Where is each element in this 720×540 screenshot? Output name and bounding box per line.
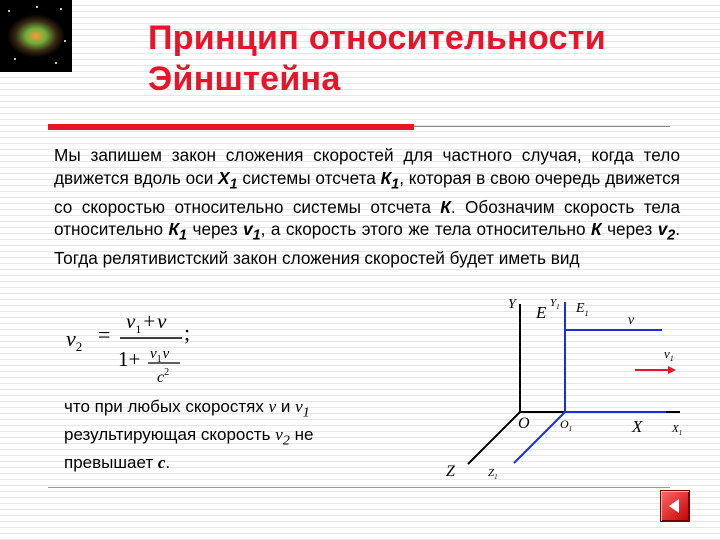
label-z: Z: [446, 463, 455, 480]
conclusion-text: что при любых скоростях v и $v_1$ результирующая скорость $v_2$ не превышает с.: [64, 397, 314, 472]
velocity-v1: $v_1$: [295, 397, 310, 421]
text-run: . Обозначим скорость тела относительно: [54, 196, 680, 240]
nebula-image: [0, 0, 72, 72]
title-line-1: Принцип относительности: [148, 19, 606, 57]
label-e: E: [536, 303, 547, 322]
velocity-v2: $v_2$: [657, 219, 676, 244]
speed-of-light: с: [157, 452, 166, 472]
label-v: v: [628, 313, 635, 328]
text-run: через: [187, 219, 244, 240]
z-axis: [468, 412, 520, 464]
frame-k: К: [440, 196, 451, 217]
divider-rule: [414, 126, 670, 127]
velocity-v2: $v_2$: [275, 424, 290, 449]
label-y1: $Y_1$: [550, 297, 560, 311]
label-x: X: [632, 417, 643, 436]
frame-k1: $К_1$: [168, 219, 188, 244]
formula-denominator-one: 1+: [118, 347, 141, 371]
formula-lhs: $v_2$: [66, 326, 83, 354]
label-v1: $v_1$: [664, 346, 674, 363]
formula-c-squared: $c^2$: [157, 367, 170, 386]
text-run: системы отсчета: [237, 167, 381, 188]
label-x1: $X_1$: [672, 423, 683, 437]
label-o: O: [518, 415, 530, 432]
reference-frames-diagram: [440, 290, 700, 490]
text-run: , которая в свою очередь движется со скоростью относительно системы отсчета: [54, 167, 680, 217]
label-e1: $E_1$: [576, 301, 589, 318]
text-run: через: [601, 219, 658, 240]
velocity-addition-formula: [60, 300, 210, 392]
slide-title: [148, 18, 708, 100]
velocity-v: v: [268, 397, 277, 416]
back-button[interactable]: [660, 490, 690, 522]
formula-numerator: $v_1+v$: [126, 309, 167, 336]
label-y: Y: [508, 297, 516, 312]
formula-equals: =: [98, 322, 111, 347]
formula-semicolon: ;: [184, 320, 191, 345]
accent-rule: [48, 124, 414, 130]
text-run: . Тогда релятивистский закон сложения скоростей будет иметь вид: [54, 219, 680, 269]
label-o1: $O_1$: [560, 417, 573, 433]
bottom-rule: [48, 487, 670, 488]
arrowhead-icon: [668, 366, 676, 374]
main-paragraph: [54, 144, 680, 270]
back-arrow-icon: [669, 499, 679, 513]
title-line-2: Эйнштейна: [148, 60, 341, 98]
label-z1: $Z_1$: [488, 467, 498, 481]
frame-k: К: [591, 219, 602, 240]
velocity-v1: $v_1$: [243, 219, 261, 244]
frame-k1: $К_1$: [380, 167, 400, 193]
text-run: Мы запишем закон сложения скоростей для частного случая, когда тело движется вдоль оси: [54, 145, 680, 188]
axis-x1: $Х_1$: [218, 167, 238, 193]
formula-inner-numerator: $v_1v$: [150, 346, 170, 365]
text-run: , а скорость этого же тела относительно: [260, 219, 592, 240]
